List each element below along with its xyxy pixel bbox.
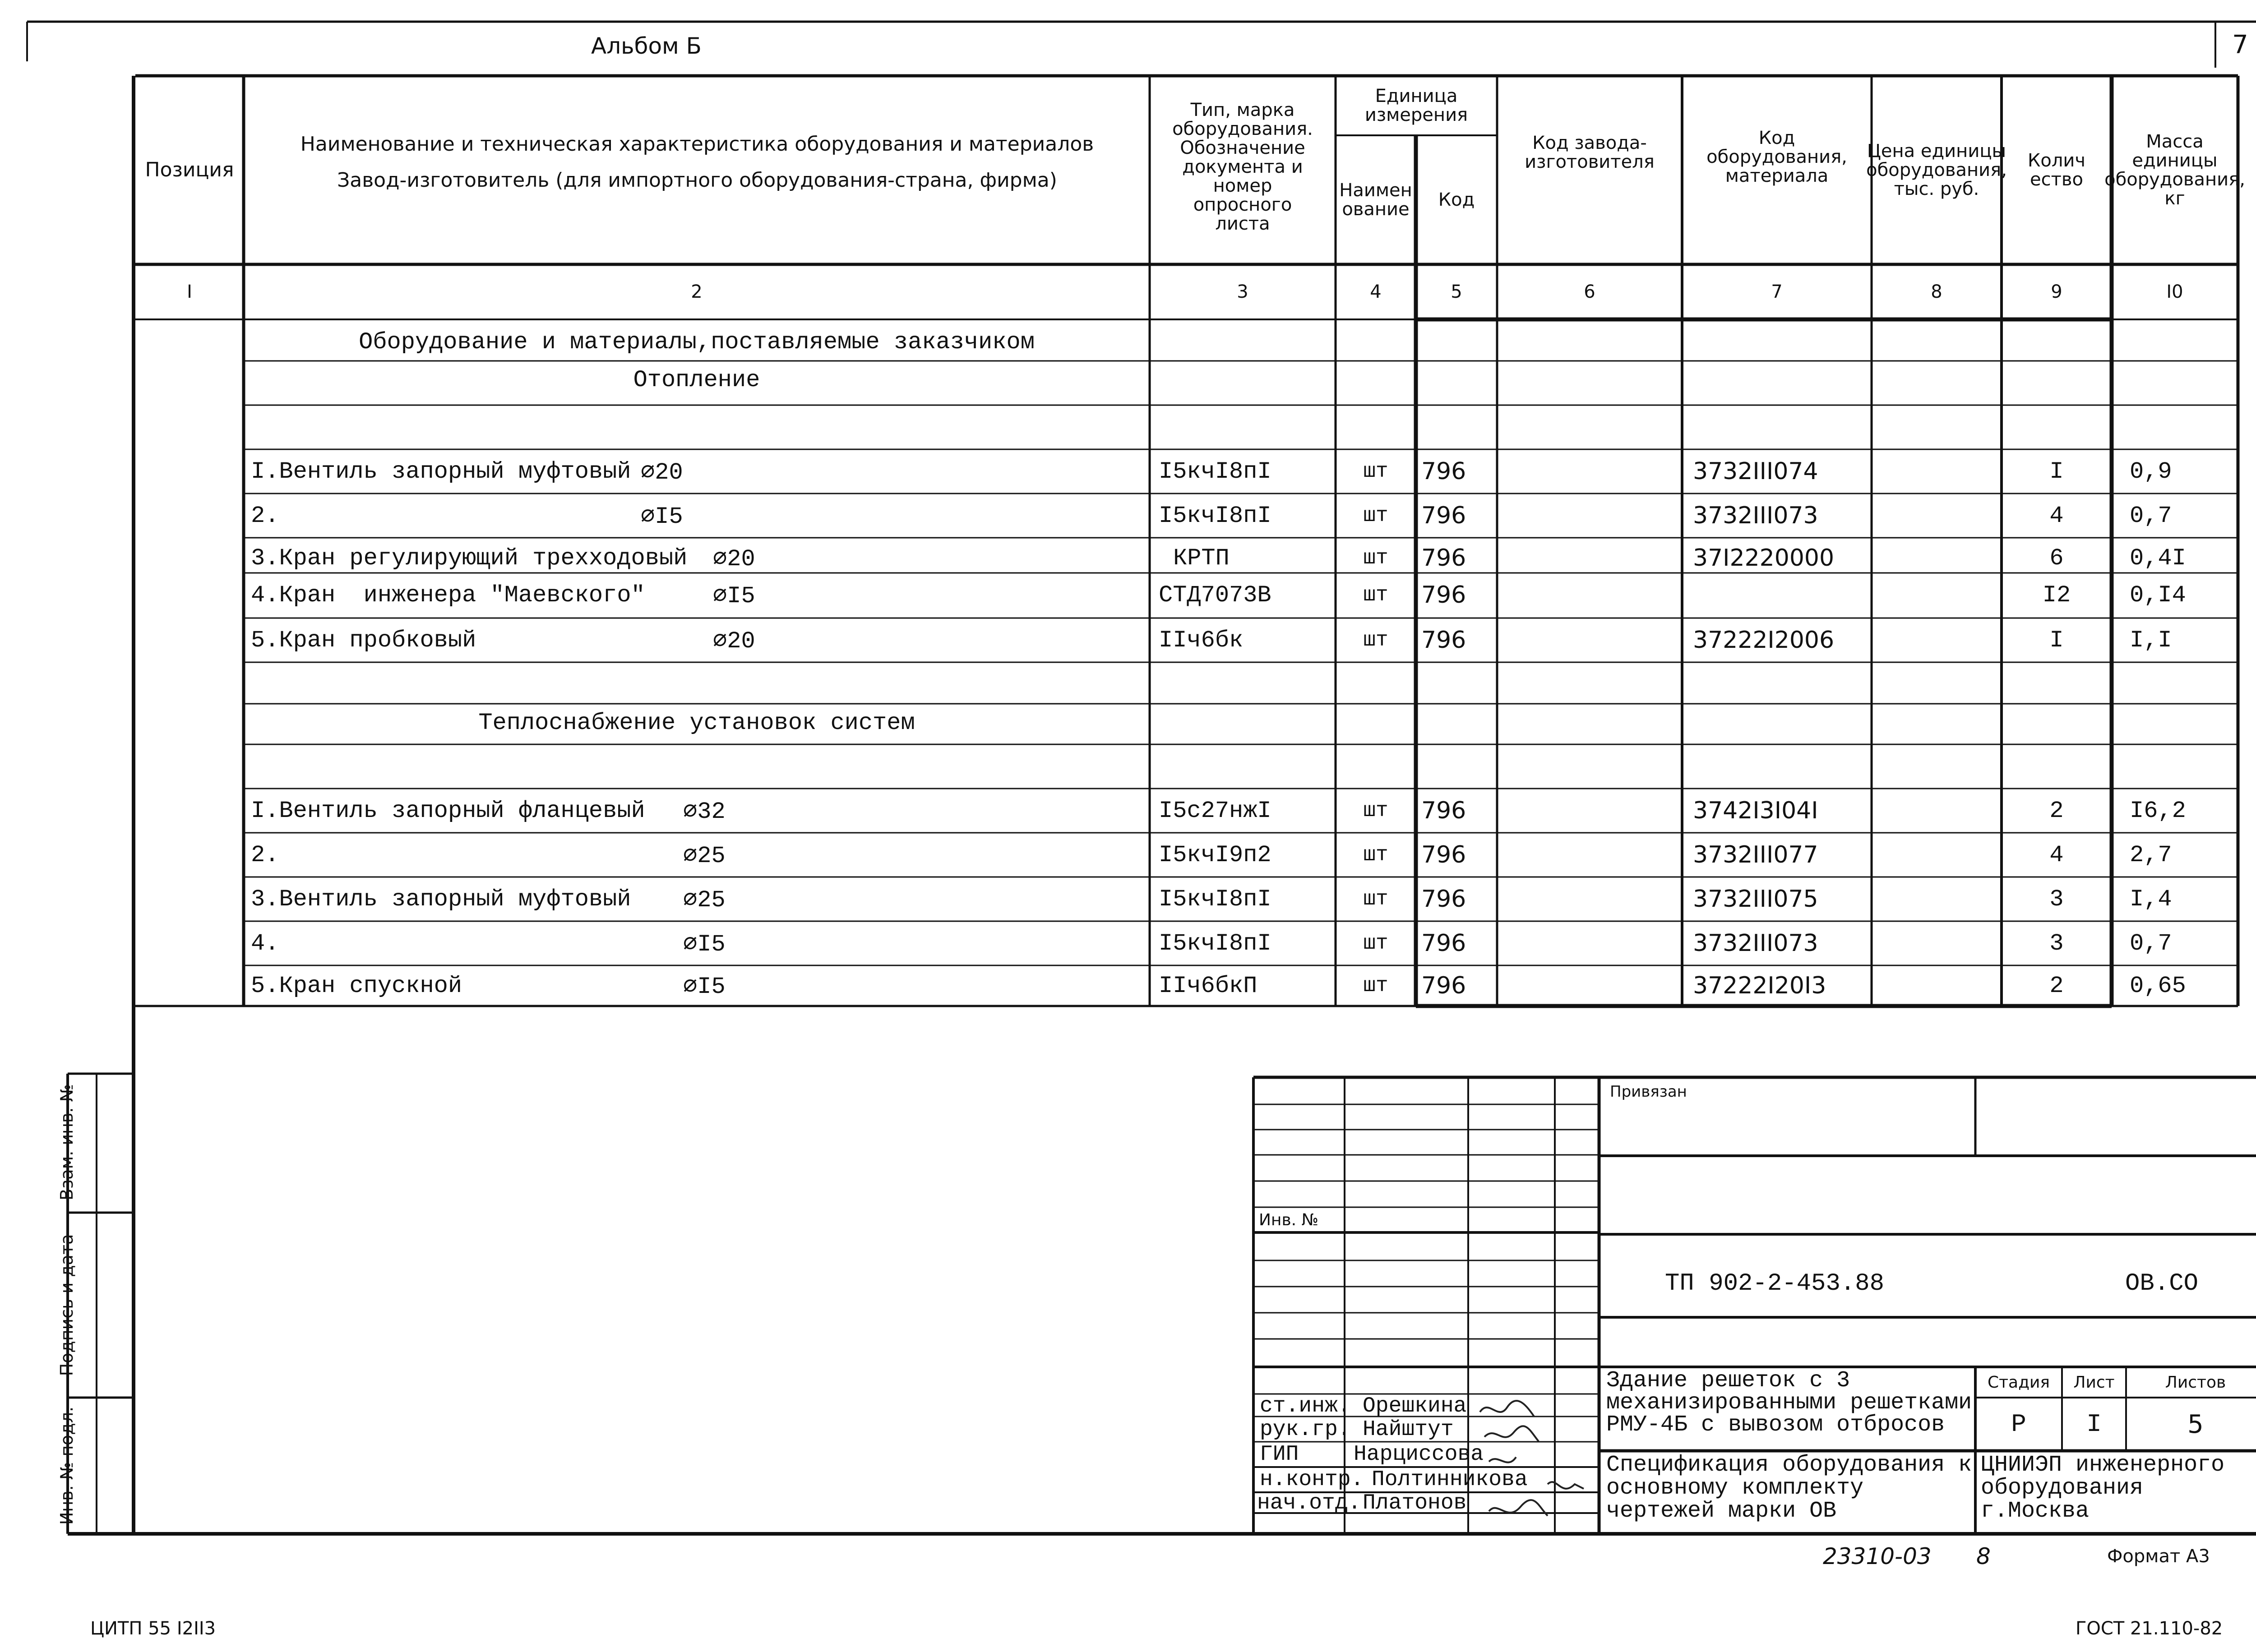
- row-unit: шт: [1363, 799, 1388, 822]
- row-diameter: ⌀25: [683, 886, 726, 914]
- row-mass: 0,65: [2130, 972, 2186, 999]
- header-unit-code: Код: [1438, 189, 1475, 210]
- signer-name: Найштут: [1363, 1417, 1454, 1442]
- row-name: I.Вентиль запорный муфтовый: [251, 458, 631, 485]
- row-unit: шт: [1363, 932, 1388, 955]
- row-diameter: ⌀I5: [641, 503, 683, 530]
- colnum-2: 2: [691, 281, 703, 302]
- row-mass: 0,7: [2130, 930, 2172, 957]
- row-unit-code: 796: [1421, 797, 1466, 824]
- section-heating: Отопление: [633, 366, 760, 393]
- stamp-stage-label: Стадия: [1987, 1373, 2050, 1392]
- row-name: I.Вентиль запорный фланцевый: [251, 797, 645, 824]
- row-mass: 0,7: [2130, 502, 2172, 529]
- row-unit: шт: [1363, 460, 1388, 483]
- signer-role: ГИП: [1260, 1442, 1299, 1467]
- row-equipment-code: 37I2220000: [1693, 545, 1835, 572]
- stamp-sheets: 5: [2187, 1409, 2204, 1439]
- colnum-3: 3: [1237, 281, 1248, 302]
- signer-role: н.контр.: [1260, 1467, 1364, 1492]
- row-diameter: ⌀I5: [683, 973, 726, 1000]
- row-equipment-code: 3732III073: [1693, 930, 1818, 957]
- row-quantity: I: [2049, 458, 2064, 485]
- row-name: 2.: [251, 841, 279, 868]
- page-number: 7: [2232, 30, 2248, 60]
- row-quantity: 4: [2049, 502, 2064, 529]
- row-diameter: ⌀20: [713, 628, 755, 655]
- row-unit-code: 796: [1421, 930, 1466, 957]
- row-quantity: 6: [2049, 545, 2064, 572]
- row-unit: шт: [1363, 546, 1388, 570]
- row-type: I5кчI8пI: [1159, 886, 1271, 913]
- row-unit-code: 796: [1421, 545, 1466, 572]
- colnum-6: 6: [1584, 281, 1595, 302]
- row-equipment-code: 3732III075: [1693, 886, 1818, 913]
- archive-sheet: 8: [1976, 1543, 1991, 1569]
- row-mass: I6,2: [2130, 797, 2186, 824]
- row-unit-code: 796: [1421, 841, 1466, 868]
- side-label-signature-date: Подпись и дата: [57, 1234, 77, 1376]
- footer-left: ЦИТП 55 I2II3: [90, 1618, 216, 1639]
- row-unit: шт: [1363, 843, 1388, 867]
- row-name: 2.: [251, 502, 279, 529]
- row-mass: 0,9: [2130, 458, 2172, 485]
- row-mass: I,4: [2130, 886, 2172, 913]
- stamp-privyazan: Привязан: [1610, 1083, 1687, 1101]
- signer-role: ст.инж.: [1260, 1394, 1351, 1418]
- row-unit: шт: [1363, 887, 1388, 911]
- header-quantity: Количество: [2027, 150, 2086, 190]
- signer-name: Нарциссова: [1354, 1442, 1484, 1467]
- row-quantity: 2: [2049, 797, 2064, 824]
- header-name-sub: Завод-изготовитель (для импортного оборудования-страна, фирма): [337, 168, 1057, 192]
- colnum-9: 9: [2051, 281, 2062, 302]
- row-mass: 0,4I: [2130, 545, 2186, 572]
- header-equipment-code: Код оборудования, материала: [1706, 128, 1847, 186]
- row-name: 5.Кран спускной: [251, 972, 462, 999]
- row-name: 4.Кран инженера "Маевского": [251, 581, 645, 609]
- footer-right: ГОСТ 21.110-82: [2076, 1618, 2223, 1639]
- header-position: Позиция: [145, 158, 234, 181]
- stamp-sheets-label: Листов: [2165, 1373, 2226, 1392]
- archive-number: 23310-03: [1823, 1543, 1932, 1569]
- row-unit-code: 796: [1421, 972, 1466, 999]
- row-mass: I,I: [2130, 627, 2172, 654]
- row-unit-code: 796: [1421, 627, 1466, 654]
- side-label-replace-inv: Взам. инв. №: [57, 1084, 77, 1201]
- row-unit-code: 796: [1421, 886, 1466, 913]
- row-mass: 0,I4: [2130, 581, 2186, 609]
- row-diameter: ⌀20: [641, 459, 683, 486]
- row-name: 3.Вентиль запорный муфтовый: [251, 886, 631, 913]
- row-unit: шт: [1363, 504, 1388, 527]
- row-unit: шт: [1363, 583, 1388, 607]
- colnum-10: I0: [2166, 281, 2183, 302]
- row-equipment-code: 3732III073: [1693, 502, 1818, 529]
- header-mass: Масса единицы оборудования, кг: [2104, 131, 2245, 209]
- stamp-sheet: I: [2086, 1410, 2102, 1439]
- row-equipment-code: 3742I3I04I: [1693, 797, 1818, 824]
- row-quantity: I: [2049, 627, 2064, 654]
- section-main: Оборудование и материалы,поставляемые заказчиком: [359, 328, 1035, 355]
- row-type: IIч6бк: [1159, 627, 1244, 654]
- row-diameter: ⌀I5: [683, 931, 726, 958]
- stamp-doc-mark: ОВ.СО: [2125, 1269, 2199, 1297]
- row-mass: 2,7: [2130, 841, 2172, 868]
- row-unit: шт: [1363, 974, 1388, 997]
- row-unit-code: 796: [1421, 458, 1466, 485]
- row-name: 3.Кран регулирующий трехходовый: [251, 545, 688, 572]
- row-type: I5кчI8пI: [1159, 930, 1271, 957]
- row-quantity: 4: [2049, 841, 2064, 868]
- signature-marks: [1471, 1394, 1602, 1538]
- colnum-1: I: [187, 281, 192, 302]
- stamp-doc-code: ТП 902-2-453.88: [1665, 1269, 1885, 1297]
- colnum-4: 4: [1370, 281, 1382, 302]
- row-quantity: I2: [2042, 581, 2071, 609]
- colnum-8: 8: [1931, 281, 1942, 302]
- row-quantity: 2: [2049, 972, 2064, 999]
- signer-name: Платонов: [1363, 1491, 1467, 1515]
- header-unit-group: Единица измерения: [1364, 86, 1468, 125]
- row-diameter: ⌀25: [683, 842, 726, 869]
- stamp-inv-no: Инв. №: [1259, 1210, 1319, 1229]
- stamp-spec: Спецификация оборудования к основному комплекту чертежей марки ОВ: [1606, 1454, 1972, 1524]
- row-quantity: 3: [2049, 930, 2064, 957]
- row-name: 4.: [251, 930, 279, 957]
- header-unit-name: Наименование: [1339, 180, 1412, 220]
- stamp-title: Здание решеток с 3 механизированными решетками РМУ-4Б с вывозом отбросов: [1606, 1370, 1972, 1438]
- row-unit: шт: [1363, 628, 1388, 652]
- colnum-7: 7: [1771, 281, 1783, 302]
- row-type: I5кчI9п2: [1159, 841, 1271, 868]
- format-label: Формат А3: [2107, 1546, 2210, 1567]
- signer-name: Полтинникова: [1372, 1467, 1528, 1492]
- header-type: Тип, марка оборудования. Обозначение документа и номер опросного листа: [1172, 100, 1313, 234]
- row-diameter: ⌀I5: [713, 582, 755, 609]
- stamp-sheet-label: Лист: [2073, 1373, 2115, 1392]
- row-diameter: ⌀32: [683, 798, 726, 825]
- row-unit-code: 796: [1421, 502, 1466, 529]
- row-name: 5.Кран пробковый: [251, 627, 476, 654]
- row-unit-code: 796: [1421, 581, 1466, 609]
- signer-role: нач.отд.: [1257, 1491, 1361, 1515]
- header-factory-code: Код завода-изготовителя: [1525, 133, 1655, 172]
- row-quantity: 3: [2049, 886, 2064, 913]
- colnum-5: 5: [1451, 281, 1462, 302]
- row-equipment-code: 3732III077: [1693, 841, 1818, 868]
- row-equipment-code: 37222I20I3: [1693, 972, 1826, 999]
- row-type: СТД7073В: [1159, 581, 1271, 609]
- row-diameter: ⌀20: [713, 545, 755, 572]
- row-type: I5кчI8пI: [1159, 458, 1271, 485]
- side-label-inv-original: Инв. № подл.: [57, 1406, 77, 1525]
- row-type: I5с27нжI: [1159, 797, 1271, 824]
- header-price: Цена единицы оборудования, тыс. руб.: [1866, 141, 2007, 199]
- header-name: Наименование и техническая характеристика оборудования и материалов: [300, 132, 1094, 156]
- row-type: КРТП: [1173, 545, 1230, 572]
- signer-role: рук.гр.: [1260, 1417, 1351, 1442]
- signer-name: Орешкина: [1363, 1394, 1467, 1418]
- row-equipment-code: 3732III074: [1693, 458, 1818, 485]
- stamp-stage: Р: [2011, 1410, 2026, 1439]
- row-equipment-code: 37222I2006: [1693, 627, 1835, 654]
- row-type: I5кчI8пI: [1159, 502, 1271, 529]
- album-label: Альбом Б: [591, 33, 702, 59]
- stamp-org: ЦНИИЭП инженерного оборудования г.Москва: [1981, 1454, 2225, 1524]
- row-type: IIч6бкП: [1159, 972, 1257, 999]
- section-supply: Теплоснабжение установок систем: [478, 709, 915, 736]
